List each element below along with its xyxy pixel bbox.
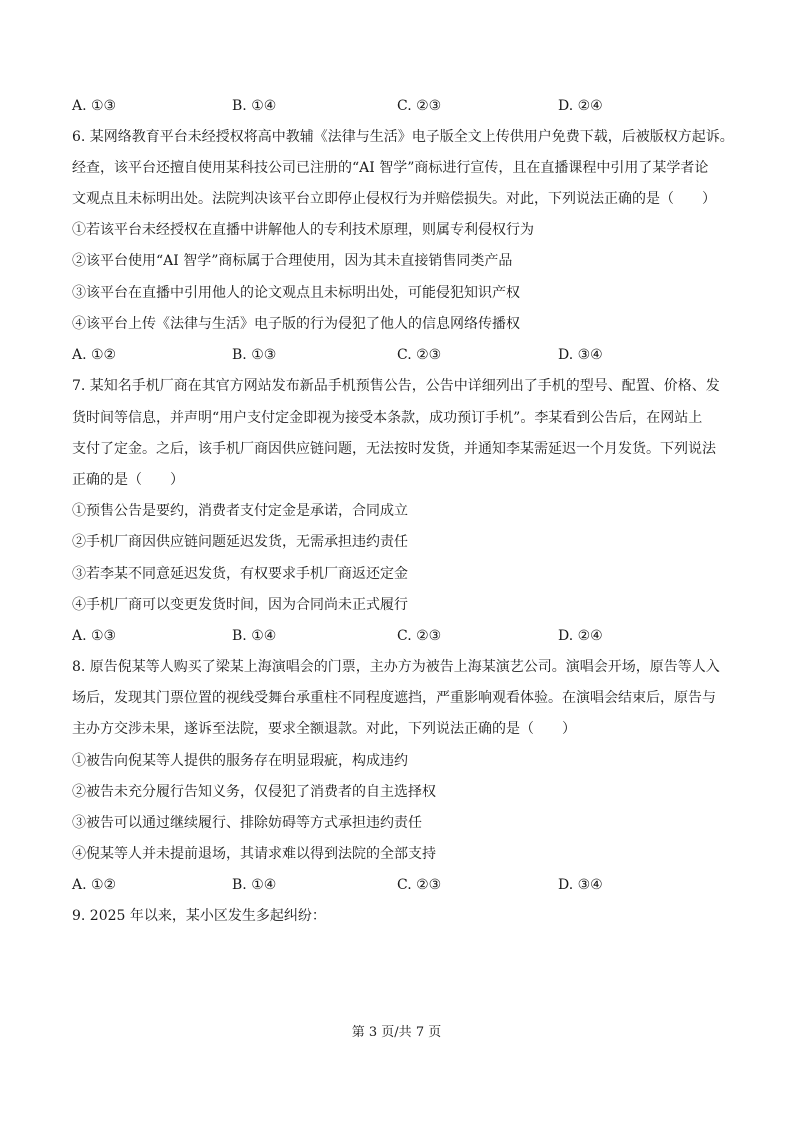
q7-stem-line-3: 支付了定金。之后，该手机厂商因供应链问题，无法按时发货，并通知李某需延迟一个月发货。下列说法 [72,441,716,457]
q5-option-d: D. ②④ [558,98,603,114]
q6-statement-2: ②该平台使用“AI 智学”商标属于合理使用，因为其未直接销售同类产品 [72,253,513,269]
q8-option-c: C. ②③ [397,877,442,893]
q6-option-a: A. ①② [72,347,117,363]
q6-statement-3: ③该平台在直播中引用他人的论文观点且未标明出处，可能侵犯知识产权 [72,285,520,301]
q7-stem-line-1: 7. 某知名手机厂商在其官方网站发布新品手机预售公告，公告中详细列出了手机的型号、配置、价格、发 [72,378,720,394]
q7-option-c: C. ②③ [397,628,442,644]
q9-stem-line-1: 9. 2025 年以来，某小区发生多起纠纷： [72,908,326,924]
q8-option-d: D. ③④ [558,877,603,893]
q5-option-b: B. ①④ [232,98,277,114]
q7-stem-line-2: 货时间等信息，并声明“用户支付定金即视为接受本条款，成功预订手机”。李某看到公告后，在网站上 [72,410,703,426]
q8-options [72,876,732,894]
q7-stem-line-4: 正确的是（ ） [72,472,184,488]
q6-option-c: C. ②③ [397,347,442,363]
q8-stem-line-2: 场后，发现其门票位置的视线受舞台承重柱不同程度遮挡，严重影响观看体验。在演唱会结束后，原告与 [72,690,716,706]
q6-statement-4: ④该平台上传《法律与生活》电子版的行为侵犯了他人的信息网络传播权 [72,316,520,332]
q8-option-a: A. ①② [72,877,117,893]
q7-statement-1: ①预售公告是要约，消费者支付定金是承诺，合同成立 [72,503,408,519]
q6-stem-line-1: 6. 某网络教育平台未经授权将高中教辅《法律与生活》电子版全文上传供用户免费下载，后被版权方起诉。 [72,129,734,145]
q6-stem-line-3: 文观点且未标明出处。法院判决该平台立即停止侵权行为并赔偿损失。对此，下列说法正确的是（ ） [72,191,716,207]
q6-option-b: B. ①③ [232,347,277,363]
q7-statement-3: ③若李某不同意延迟发货，有权要求手机厂商返还定金 [72,566,408,582]
q8-statement-2: ②被告未充分履行告知义务，仅侵犯了消费者的自主选择权 [72,784,436,800]
q7-option-b: B. ①④ [232,628,277,644]
q8-statement-1: ①被告向倪某等人提供的服务存在明显瑕疵，构成违约 [72,753,408,769]
q8-stem-line-1: 8. 原告倪某等人购买了梁某上海演唱会的门票，主办方为被告上海某演艺公司。演唱会开场，原告等人入 [72,659,720,675]
q8-statement-3: ③被告可以通过继续履行、排除妨碍等方式承担违约责任 [72,815,422,831]
q7-options [72,627,732,645]
q7-statement-2: ②手机厂商因供应链问题延迟发货，无需承担违约责任 [72,534,408,550]
q5-options [72,97,732,115]
q8-stem-line-3: 主办方交涉未果，遂诉至法院，要求全额退款。对此，下列说法正确的是（ ） [72,721,576,737]
q7-option-d: D. ②④ [558,628,603,644]
q5-option-a: A. ①③ [72,98,117,114]
q5-option-c: C. ②③ [397,98,442,114]
q8-option-b: B. ①④ [232,877,277,893]
q8-statement-4: ④倪某等人并未提前退场，其请求难以得到法院的全部支持 [72,846,436,862]
q6-option-d: D. ③④ [558,347,603,363]
page-footer: 第 3 页/共 7 页 [351,1025,442,1040]
q7-statement-4: ④手机厂商可以变更发货时间，因为合同尚未正式履行 [72,597,408,613]
q6-stem-line-2: 经查，该平台还擅自使用某科技公司已注册的“AI 智学”商标进行宣传，且在直播课程中引用了某学者论 [72,160,709,176]
q6-options [72,346,732,364]
q6-statement-1: ①若该平台未经授权在直播中讲解他人的专利技术原理，则属专利侵权行为 [72,222,534,238]
q7-option-a: A. ①③ [72,628,117,644]
